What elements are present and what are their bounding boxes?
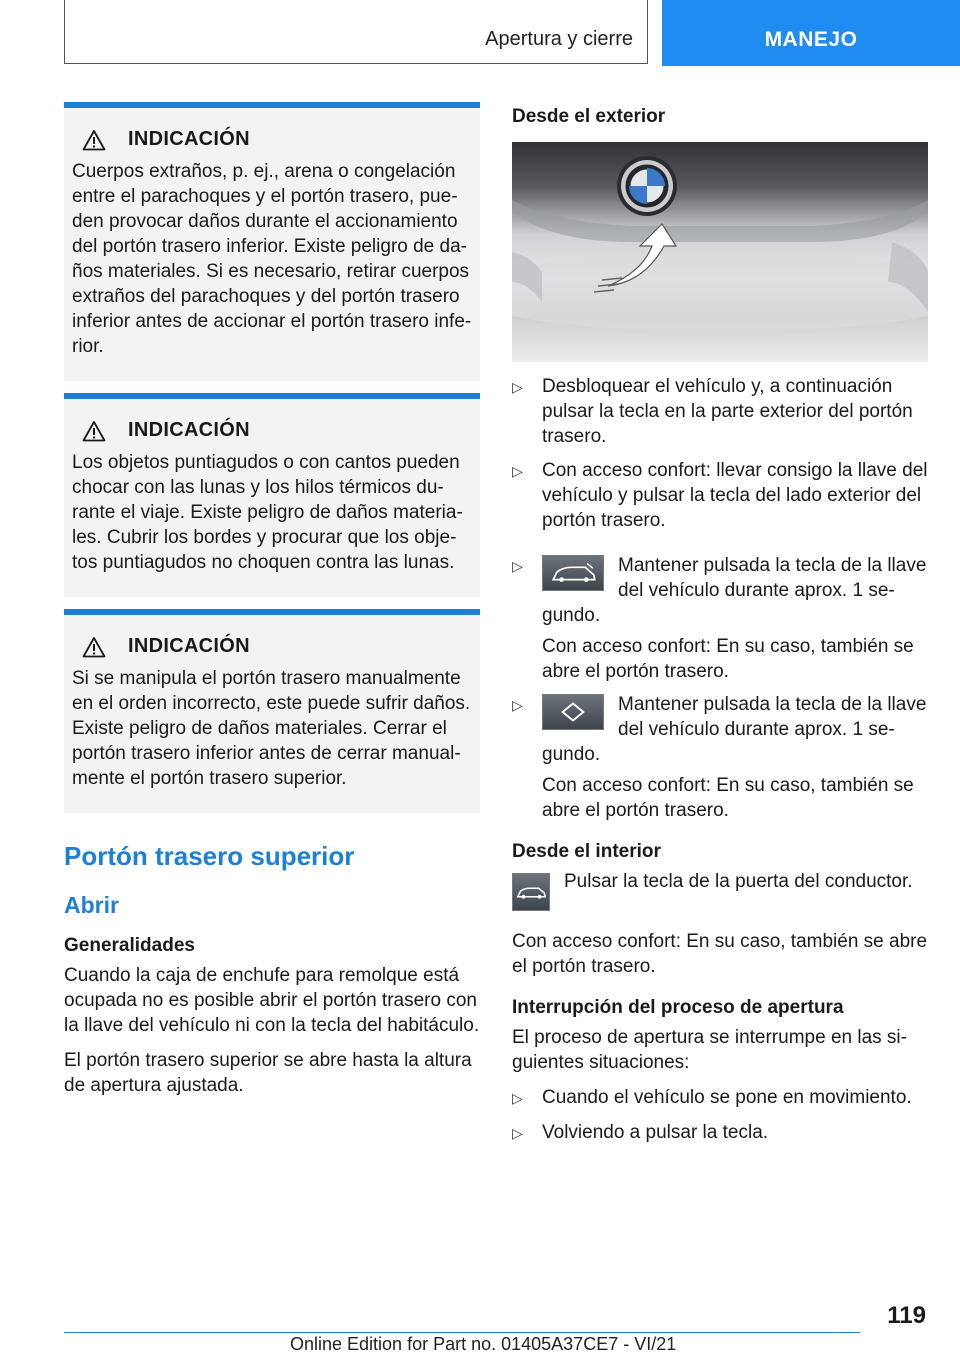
edition-footer: Online Edition for Part no. 01405A37CE7 - VI/21 [290,1334,677,1354]
list-item-text: Con acceso confort: llevar consigo la llave del vehículo y pulsar la tecla del lado exterior del portón trasero. [542,460,928,531]
topic-heading: Desde el interior [512,841,661,862]
warning-icon [82,636,106,658]
triangle-bullet-icon: ▷ [512,1125,523,1141]
triangle-bullet-icon: ▷ [512,379,523,395]
page-header [0,0,960,66]
list-item-note: Con acceso confort: En su caso, también se abre el portón trasero. [542,636,914,682]
body-paragraph: El proceso de apertura se interrumpe en las siguientes situaciones: [512,1027,907,1073]
list-item [512,1120,930,1146]
page-number: 119 [887,1302,926,1329]
notice-box [64,609,480,813]
footer-divider [64,1332,860,1333]
warning-icon [82,129,106,151]
warning-icon [82,420,106,442]
list-item [512,1085,930,1111]
triangle-bullet-icon: ▷ [512,558,523,574]
right-column [512,102,930,1155]
car-trunk-icon [512,873,550,911]
triangle-bullet-icon: ▷ [512,463,523,479]
list-item-text: Volviendo a pulsar la tecla. [542,1122,769,1143]
notice-text: Cuerpos extraños, p. ej., arena o congelación entre el parachoques y el portón trasero, pueden provocar daños durante el accionamiento del portón trasero inferior. Existe peligro de daños materiales. Si es necesario, retirar cuerpos extraños del parachoques y del portón trasero inferior antes de accionar el portón trasero inferior. [72,161,472,357]
subsection-heading: Abrir [64,892,119,918]
topic-heading: Interrupción del proceso de apertura [512,997,844,1018]
notice-title: INDICACIÓN [128,635,250,657]
tailgate-button-photo [512,142,928,362]
chapter-tab[interactable]: MANEJO [662,0,960,66]
list-item [512,458,930,533]
triangle-bullet-icon: ▷ [512,697,523,713]
section-title-box [64,0,648,64]
list-item [512,553,930,628]
list-item [512,374,930,449]
notice-title: INDICACIÓN [128,419,250,441]
list-item-text: Cuando el vehículo se pone en movimiento. [542,1087,912,1108]
tailgate-photo-illustration [512,142,928,362]
notice-title: INDICACIÓN [128,128,250,150]
body-paragraph: El portón trasero superior se abre hasta la altura de apertura ajustada. [64,1050,472,1096]
diamond-icon [542,694,604,730]
left-column [64,102,480,1108]
section-heading: Portón trasero superior [64,841,355,871]
body-paragraph: Con acceso confort: En su caso, también se abre el portón trasero. [512,931,928,977]
list-item-text: Mantener pulsada la tecla de la llave del vehículo durante aprox. 1 segundo. [542,555,927,626]
notice-text: Si se manipula el portón trasero manualmente en el orden incorrecto, este puede sufrir daños. Existe peligro de daños materiales. Cerrar el portón trasero inferior antes de cerrar manualmente el portón trasero superior. [72,668,471,789]
topic-heading: Generalidades [64,935,195,956]
interior-instruction [512,869,930,911]
interior-text: Pulsar la tecla de la puerta del conductor. [564,871,913,892]
list-item-text: Mantener pulsada la tecla de la llave del vehículo durante aprox. 1 segundo. [542,694,927,765]
list-item-text: Desbloquear el vehículo y, a continuación pulsar la tecla en la parte exterior del portón trasero. [542,376,913,447]
notice-text: Los objetos puntiagudos o con cantos pueden chocar con las lunas y los hilos térmicos durante el viaje. Existe peligro de daños materiales. Cubrir los bordes y procurar que los objetos puntiagudos no choquen contra las lunas. [72,452,463,573]
topic-heading: Desde el exterior [512,106,666,127]
triangle-bullet-icon: ▷ [512,1090,523,1106]
car-trunk-icon [542,555,604,591]
notice-box [64,102,480,381]
notice-box [64,393,480,597]
section-title: Apertura y cierre [485,28,633,50]
list-item [512,692,930,767]
body-paragraph: Cuando la caja de enchufe para remolque está ocupada no es posible abrir el portón trasero con la llave del vehículo ni con la tecla del habitáculo. [64,965,480,1036]
list-item-note: Con acceso confort: En su caso, también se abre el portón trasero. [542,775,914,821]
